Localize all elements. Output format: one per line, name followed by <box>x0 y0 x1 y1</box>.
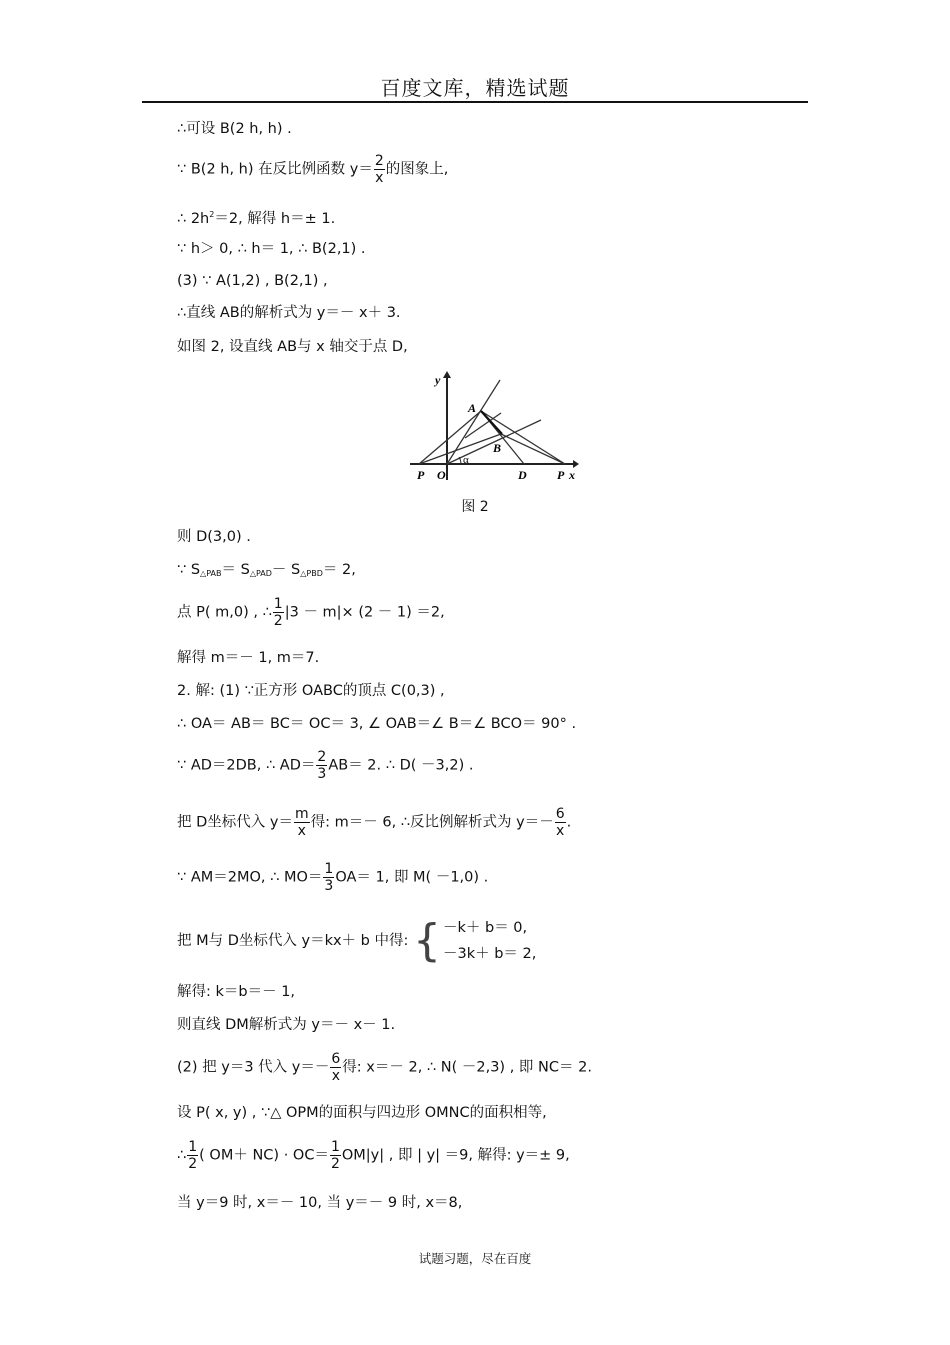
line-text: 把 M与 D坐标代入 y＝kx＋ b 中得: <box>177 933 409 949</box>
solution-line: 解得 m＝－ 1, m＝7. <box>177 650 320 666</box>
label-x: x <box>569 468 575 482</box>
line-text: 把 D坐标代入 y＝ <box>177 814 293 831</box>
fraction-numerator: 1 <box>324 861 334 877</box>
solution-line <box>177 206 335 228</box>
line-pa <box>419 411 481 464</box>
solution-line <box>177 153 448 186</box>
label-y: y <box>435 373 441 387</box>
label-o: O <box>437 468 446 482</box>
equation: －k＋ b＝ 0, <box>442 920 528 936</box>
line-text: ∵ S <box>177 562 201 578</box>
fraction-denominator: 2 <box>273 613 283 629</box>
line-text: . <box>566 814 572 831</box>
line-text: 的图象上, <box>385 161 449 178</box>
fraction <box>187 1139 198 1172</box>
header-rule <box>142 101 808 103</box>
fraction-denominator: x <box>297 823 306 839</box>
label-p-left: P <box>417 468 425 482</box>
solution-line <box>177 1051 592 1084</box>
fraction-numerator: 6 <box>331 1051 341 1067</box>
label-alpha: α <box>463 454 469 466</box>
solution-line: ∴直线 AB的解析式为 y＝－ x＋ 3. <box>177 305 401 321</box>
solution-line: 则 D(3,0) . <box>177 529 251 545</box>
line-ap2 <box>481 411 565 464</box>
solution-line <box>177 915 536 967</box>
fraction-denominator: x <box>375 170 384 186</box>
line-text: ∵ AM＝2MO, ∴ MO＝ <box>177 869 323 886</box>
fraction-numerator: 1 <box>188 1139 198 1155</box>
solution-line: 如图 2, 设直线 AB与 x 轴交于点 D, <box>177 339 408 355</box>
fraction <box>330 1139 341 1172</box>
fraction <box>316 749 327 782</box>
superscript: 2 <box>209 210 215 219</box>
line-text: ∵ AD＝2DB, ∴ AD＝ <box>177 757 316 774</box>
solution-line: (3) ∵ A(1,2) , B(2,1) , <box>177 273 328 289</box>
fraction <box>555 806 566 839</box>
fraction-numerator: 6 <box>555 806 565 822</box>
figure-caption: 图 2 <box>461 499 489 515</box>
line-text: 得: x＝－ 2, ∴ N( －2,3) , 即 NC＝ 2. <box>342 1059 592 1076</box>
line-text: ＝ S <box>221 562 250 578</box>
page-footer: 试题习题，尽在百度 <box>418 1251 532 1266</box>
fraction-denominator: 3 <box>317 766 327 782</box>
fraction-denominator: 2 <box>188 1156 198 1172</box>
fraction <box>330 1051 341 1084</box>
page-header-title: 百度文库，精选试题 <box>380 76 570 100</box>
equation: －3k＋ b＝ 2, <box>442 946 537 962</box>
fraction-numerator: 2 <box>374 153 384 169</box>
solution-line <box>177 806 571 839</box>
line-text: ＝2, 解得 h＝± 1. <box>214 210 336 227</box>
subscript: △PBD <box>300 569 323 578</box>
fraction-numerator: 2 <box>317 749 327 765</box>
solution-line <box>177 749 473 782</box>
label-d: D <box>518 468 527 482</box>
label-a: A <box>468 401 477 415</box>
line-text: OM|y| , 即 | y| ＝9, 解得: y＝± 9, <box>341 1147 570 1164</box>
fraction-numerator: m <box>294 806 309 822</box>
solution-line <box>177 861 488 894</box>
fraction-numerator: 1 <box>330 1139 340 1155</box>
fraction-denominator: x <box>556 823 565 839</box>
line-text: ∵ B(2 h, h) 在反比例函数 y＝ <box>177 161 373 178</box>
subscript: △PAB <box>200 569 222 578</box>
line-text: |3 － m|× (2 － 1) ＝2, <box>284 604 445 621</box>
solution-line: 当 y＝9 时, x＝－ 10, 当 y＝－ 9 时, x＝8, <box>177 1195 463 1211</box>
fraction-numerator: 1 <box>273 596 283 612</box>
subscript: △PAD <box>249 569 272 578</box>
solution-line <box>177 1139 570 1172</box>
fraction-denominator: x <box>331 1068 340 1084</box>
label-b: B <box>493 441 502 455</box>
line-text: 得: m＝－ 6, ∴反比例解析式为 y＝－ <box>310 814 554 831</box>
line-text: OA＝ 1, 即 M( －1,0) . <box>335 869 489 886</box>
line-text: 点 P( m,0) , ∴ <box>177 604 272 621</box>
line-text: (2) 把 y＝3 代入 y＝－ <box>177 1059 330 1076</box>
solution-line <box>177 596 445 629</box>
solution-line <box>177 561 356 583</box>
line-bp2 <box>501 434 565 464</box>
line-text: ∴ 2h <box>177 210 210 227</box>
solution-line: ∴ OA＝ AB＝ BC＝ OC＝ 3, ∠ OAB＝∠ B＝∠ BCO＝ 90° . <box>177 716 577 732</box>
x-axis-arrow <box>573 460 579 468</box>
solution-line: ∵ h＞ 0, ∴ h＝ 1, ∴ B(2,1) . <box>177 241 366 257</box>
label-p-right: P <box>557 468 565 482</box>
fraction <box>273 596 284 629</box>
solution-line: 设 P( x, y) , ∵△ OPM的面积与四边形 OMNC的面积相等, <box>177 1105 547 1121</box>
solution-line: 则直线 DM解析式为 y＝－ x－ 1. <box>177 1017 396 1033</box>
geometry-figure <box>405 368 580 486</box>
fraction <box>294 806 310 839</box>
fraction <box>374 153 385 186</box>
line-text: ＝ 2, <box>322 562 356 578</box>
brace-icon: { <box>412 915 441 966</box>
fraction-denominator: 3 <box>324 878 334 894</box>
solution-line: ∴可设 B(2 h, h) . <box>177 121 292 137</box>
line-text: AB＝ 2. ∴ D( －3,2) . <box>328 757 474 774</box>
fraction-denominator: 2 <box>330 1156 340 1172</box>
line-text: － S <box>271 562 301 578</box>
line-text: ∴ <box>177 1147 187 1164</box>
line-text: ( OM＋ NC) · OC＝ <box>199 1147 329 1164</box>
y-axis-arrow <box>443 371 451 378</box>
equation-system <box>443 915 536 967</box>
solution-line: 2. 解: (1) ∵正方形 OABC的顶点 C(0,3) , <box>177 683 445 699</box>
solution-line: 解得: k＝b＝－ 1, <box>177 984 296 1000</box>
fraction <box>323 861 334 894</box>
